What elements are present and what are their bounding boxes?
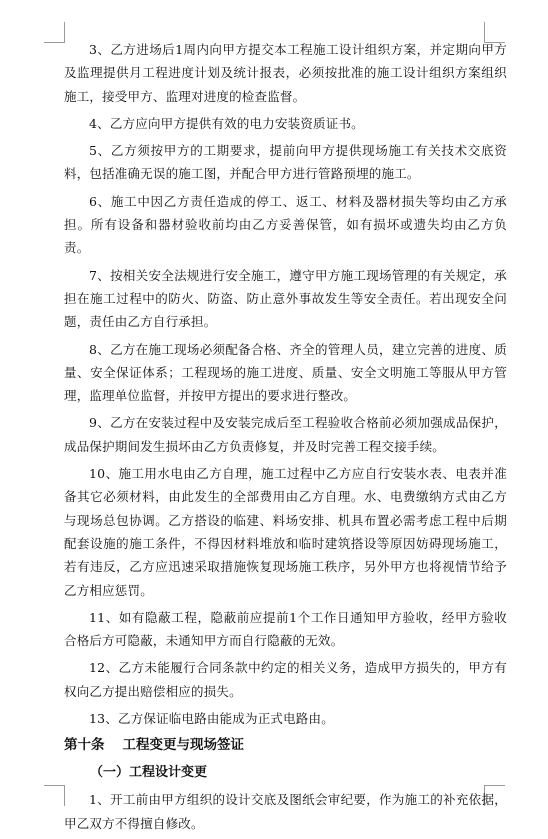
clause-paragraph: 4、乙方应向甲方提供有效的电力安装资质证书。	[89, 115, 364, 131]
clause-paragraph: 9、乙方在安装过程中及安装完成后至工程验收合格前必须加强成品保护，成品保护期间发生损坏由乙方负责修复，并及时完善工程交接手续。	[64, 415, 507, 454]
page-corner-mark-top-left	[44, 22, 65, 43]
clause-paragraph: 8、乙方在施工现场必须配备合格、齐全的管理人员，建立完善的进度、质量、安全保证体系；工程现场的施工进度、质量、安全文明施工等服从甲方管理，监理单位监督，并按甲方提出的要求进行整改。	[64, 341, 507, 404]
clause-paragraph: 12、乙方未能履行合同条款中约定的相关义务，造成甲方损失的，甲方有权向乙方提出赔偿相应的损失。	[64, 660, 507, 699]
clause-paragraph: 3、乙方进场后1周内向甲方提交本工程施工设计组织方案，并定期向甲方及监理提供月工程进度计划及统计报表，必须按批准的施工设计组织方案组织施工，接受甲方、监理对进度的检查监督。	[64, 42, 507, 104]
clause-paragraph: 6、施工中因乙方责任造成的停工、返工、材料及器材损失等均由乙方承担。所有设备和器材验收前均由乙方妥善保管，如有损坏或遗失均由乙方负责。	[64, 193, 507, 256]
page-corner-mark-bottom-left	[44, 785, 65, 806]
clause-paragraph: 13、乙方保证临电路由能成为正式电路由。	[89, 711, 334, 727]
clause-paragraph: 11、如有隐蔽工程，隐蔽前应提前1个工作日通知甲方验收，经甲方验收合格后方可隐蔽，未通知甲方而自行隐蔽的无效。	[64, 609, 507, 649]
article-number: 第十条	[64, 737, 105, 754]
clause-paragraph: 1、开工前由甲方组织的设计交底及图纸会审纪要，作为施工的补充依据，甲乙双方不得擅自修改。	[64, 792, 507, 831]
clause-paragraph: 7、按相关安全法规进行安全施工，遵守甲方施工现场管理的有关规定，承担在施工过程中的防火、防盗、防止意外事故发生等安全责任。若出现安全问题，责任由乙方自行承担。	[64, 267, 507, 330]
document-body	[64, 38, 507, 839]
clause-paragraph: 5、乙方须按甲方的工期要求，提前向甲方提供现场施工有关技术交底资料，包括准确无误的施工图，并配合甲方进行管路预埋的施工。	[64, 143, 507, 182]
article-heading	[64, 734, 507, 757]
article-title: 工程变更与现场签证	[122, 737, 244, 754]
clause-paragraph: 10、施工用水电由乙方自理，施工过程中乙方应自行安装水表、电表并准备其它必须材料，由此发生的全部费用由乙方自理。水、电费缴纳方式由乙方与现场总包协调。乙方搭设的临建、料场安排、机具布置必需考虑工程中后期配套设施的施工条件，不得因材料堆放和临时建筑搭设等原因妨碍现场施工，若有违反，乙方应迅速采取措施恢复现场施工秩序，另外甲方也将视情节给予乙方相应惩罚。	[64, 466, 507, 598]
section-heading: （一）工程设计变更	[90, 765, 208, 781]
